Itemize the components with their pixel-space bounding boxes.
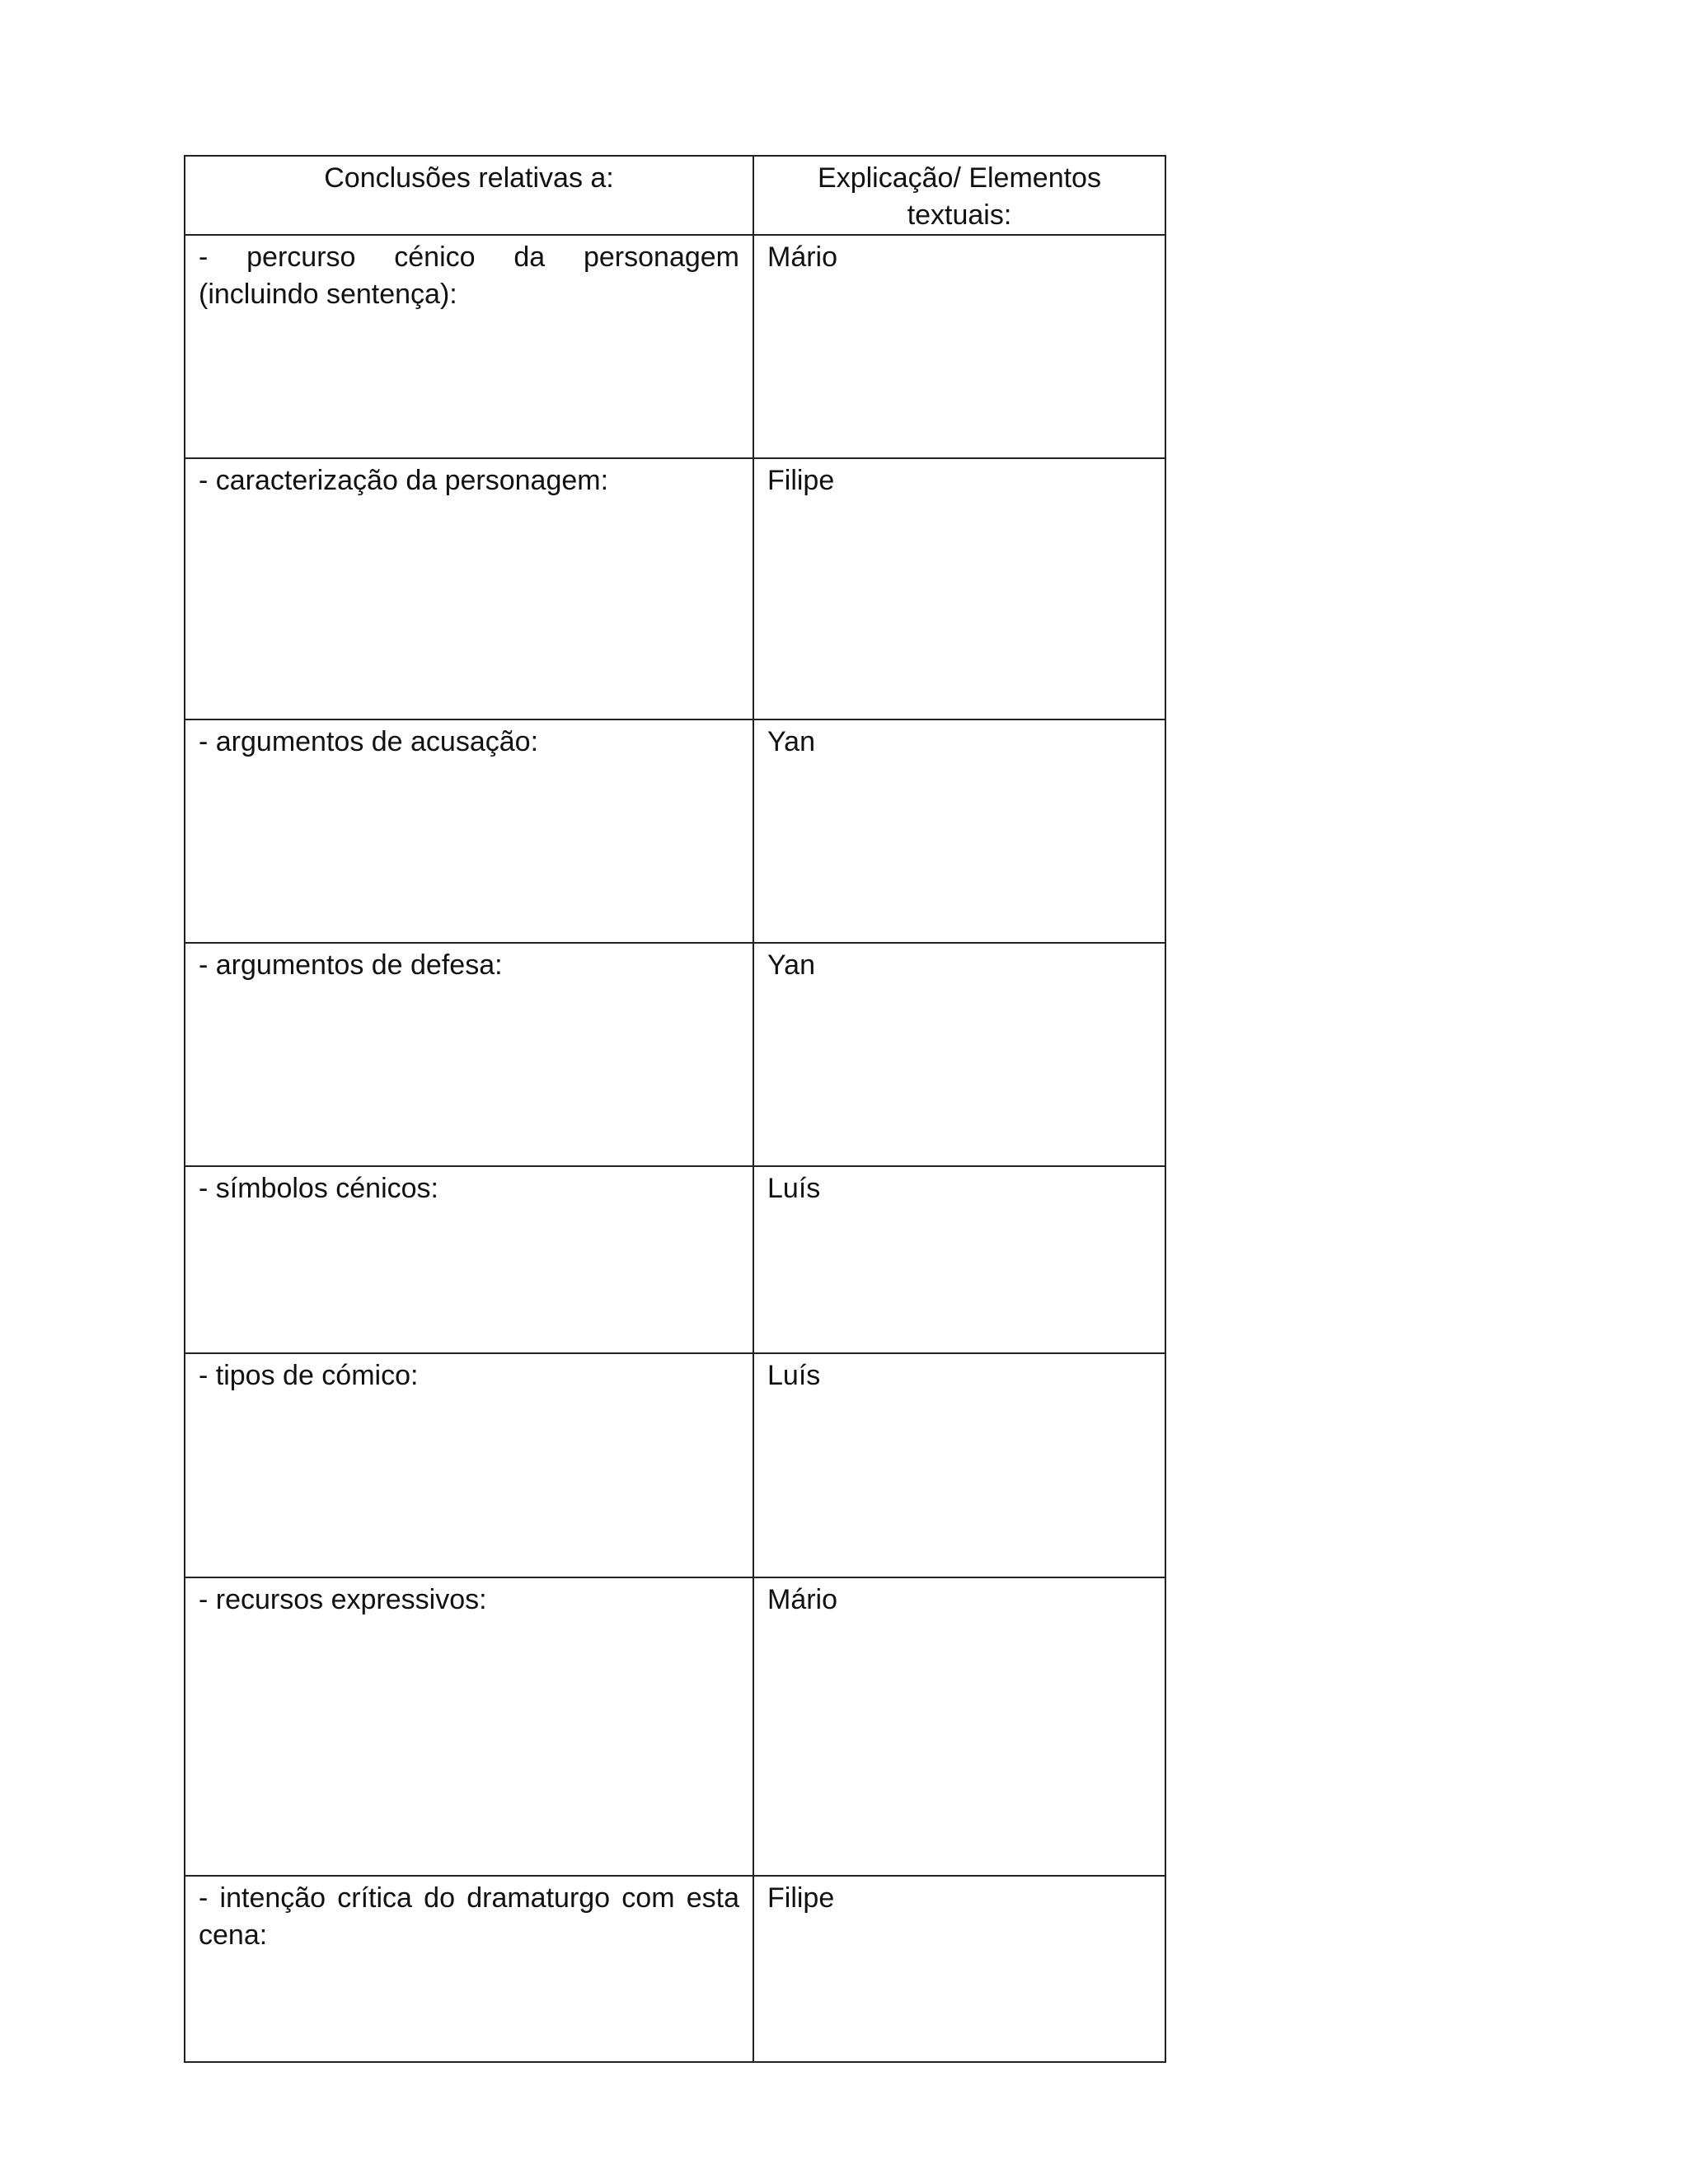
header-conclusions: Conclusões relativas a: [185, 156, 753, 235]
assignee-cell: Luís [753, 1166, 1165, 1353]
assignee-cell: Yan [753, 719, 1165, 943]
header-explanation: Explicação/ Elementos textuais: [753, 156, 1165, 235]
assignee-cell: Yan [753, 943, 1165, 1166]
table-row [185, 719, 1165, 943]
table-header-row [185, 156, 1165, 235]
table-row [185, 1876, 1165, 2062]
table-row [185, 943, 1165, 1166]
table-row [185, 1353, 1165, 1577]
table-row [185, 235, 1165, 458]
topic-cell: - símbolos cénicos: [185, 1166, 753, 1353]
topic-cell: - percurso cénico da personagem (incluindo sentença): [185, 235, 753, 458]
topic-cell: - recursos expressivos: [185, 1577, 753, 1876]
table-row [185, 1577, 1165, 1876]
assignee-cell: Mário [753, 1577, 1165, 1876]
topic-cell: - caracterização da personagem: [185, 458, 753, 719]
assignee-cell: Luís [753, 1353, 1165, 1577]
topic-cell: - argumentos de defesa: [185, 943, 753, 1166]
assignee-cell: Mário [753, 235, 1165, 458]
table-row [185, 458, 1165, 719]
topic-cell: - argumentos de acusação: [185, 719, 753, 943]
topic-cell: - intenção crítica do dramaturgo com esta cena: [185, 1876, 753, 2062]
topic-cell: - tipos de cómico: [185, 1353, 753, 1577]
table-row [185, 1166, 1165, 1353]
assignment-table [184, 155, 1166, 2063]
assignee-cell: Filipe [753, 458, 1165, 719]
assignee-cell: Filipe [753, 1876, 1165, 2062]
